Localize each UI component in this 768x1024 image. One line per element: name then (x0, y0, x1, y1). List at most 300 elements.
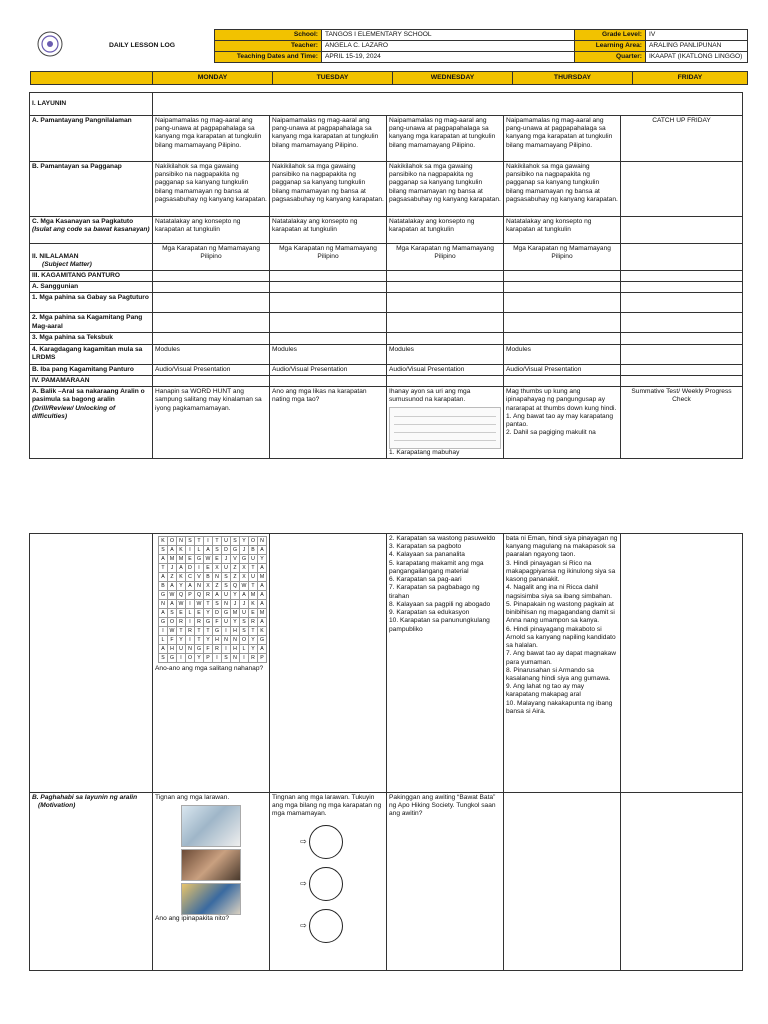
word-hunt-letter: H (213, 636, 222, 645)
thumbs-list-item: bata ni Eman, hindi siya pinayagan ng kanyang magulang na makapasok sa paaralan ngayong taon. (506, 535, 618, 559)
deped-seal-icon (37, 31, 63, 57)
day-thursday: THURSDAY (513, 72, 633, 85)
r1-label: 1. Mga pahina sa Gabay sa Pagtuturo (30, 293, 153, 313)
word-hunt-letter: G (231, 546, 240, 555)
word-hunt-letter: F (168, 636, 177, 645)
word-hunt-letter: G (159, 591, 168, 600)
nilalaman-mon: Mga Karapatan ng Mamamayang Pilipino (153, 244, 270, 271)
rights-list-item: 4. Kalayaan sa pananalita (389, 551, 465, 559)
rights-list-item: 10. Karapatan sa panunungkulang pampubliko (389, 617, 490, 633)
school-value: TANGOS I ELEMENTARY SCHOOL (322, 30, 575, 41)
word-hunt-letter: M (249, 591, 258, 600)
thumbs-list-item: 10. Malayang nakakapunta ng ibang bansa si Aira. (506, 699, 613, 715)
motiv-photos (181, 805, 267, 915)
word-hunt-letter: P (186, 591, 195, 600)
word-hunt-letter: A (168, 600, 177, 609)
word-hunt-letter: Y (249, 645, 258, 654)
word-hunt-letter: Z (231, 573, 240, 582)
word-hunt-letter: X (240, 573, 249, 582)
thumbs-list-item: 7. Ang bawat tao ay dapat magnakaw para yumaman. (506, 650, 616, 666)
quarter-label: Quarter: (575, 52, 646, 63)
word-hunt-letter: I (186, 636, 195, 645)
word-hunt-letter: U (177, 645, 186, 654)
balik-wed-item: 1. Karapatang mabuhay (389, 448, 460, 456)
row-c-fri (621, 217, 743, 244)
nilalaman-fri (621, 244, 743, 271)
word-hunt-letter: G (159, 618, 168, 627)
photo-baby (181, 805, 241, 847)
balik-label (30, 387, 153, 459)
word-hunt-letter: I (204, 537, 213, 546)
thumbs-list-item: 3. Hindi pinayagan si Rico na makapagpiyansa ng ikinulong siya sa kasong pananakit. (506, 559, 616, 584)
header-table (30, 29, 748, 63)
word-hunt-letter: D (186, 564, 195, 573)
word-hunt-grid (158, 536, 267, 663)
word-hunt-letter: N (231, 654, 240, 663)
word-hunt-letter: I (195, 564, 204, 573)
grade-label: Grade Level: (575, 30, 646, 41)
balik-sub: (Drill/Review/ Unlocking of difficulties) (32, 404, 116, 420)
word-hunt-letter: W (240, 582, 249, 591)
word-hunt-letter: N (222, 600, 231, 609)
row-c-mon: Natatalakay ang konsepto ng karapatan at tungkulin (153, 217, 270, 244)
row-b-thu: Nakikilahok sa mga gawaing pansibiko na nagpapakita ng pagganap sa kanyang tungkulin bilang mamamayan ng bansa at pagsasabuhay ng kanyang karapatan. (504, 162, 621, 217)
rb-tue: Audio/Visual Presentation (270, 364, 387, 375)
word-hunt-letter: J (240, 546, 249, 555)
illustration-circle-1 (309, 825, 343, 859)
r2-label: 2. Mga pahina sa Kagamitang Pang Mag-aaral (30, 313, 153, 333)
word-hunt-letter: L (159, 636, 168, 645)
balik-thu (504, 387, 621, 459)
word-hunt-letter: W (168, 591, 177, 600)
word-hunt-letter: I (186, 618, 195, 627)
row-b-fri (621, 162, 743, 217)
word-hunt-letter: D (213, 609, 222, 618)
word-hunt-letter: G (213, 627, 222, 636)
word-hunt-letter: T (195, 636, 204, 645)
word-hunt-letter: O (168, 618, 177, 627)
word-hunt-letter: A (159, 609, 168, 618)
word-hunt-letter: D (222, 546, 231, 555)
word-hunt-letter: A (168, 582, 177, 591)
word-hunt-letter: Q (195, 591, 204, 600)
kagamitan-label: III. KAGAMITANG PANTURO (30, 271, 153, 282)
word-hunt-letter: G (168, 654, 177, 663)
photo-handcuffs (181, 849, 241, 881)
word-hunt-letter: T (177, 627, 186, 636)
word-hunt-letter: N (222, 636, 231, 645)
word-hunt-letter: I (186, 546, 195, 555)
word-hunt-letter: K (249, 600, 258, 609)
word-hunt-letter: U (249, 573, 258, 582)
word-hunt-letter: O (240, 636, 249, 645)
teacher-value: ANGELA C. LAZARO (322, 41, 575, 52)
rb-thu: Audio/Visual Presentation (504, 364, 621, 375)
word-hunt-letter: Z (231, 564, 240, 573)
balik-title: A. Balik –Aral sa nakaraang Aralin o pasimula sa bagong aralin (32, 388, 145, 404)
word-hunt-letter: O (186, 654, 195, 663)
word-hunt-letter: Y (177, 582, 186, 591)
word-hunt-letter: T (249, 564, 258, 573)
word-hunt-letter: Y (177, 636, 186, 645)
word-hunt-letter: U (222, 537, 231, 546)
word-hunt-letter: R (195, 618, 204, 627)
row-a-label: A. Pamantayang Pangnilalaman (30, 116, 153, 162)
quarter-value: IKAAPAT (IKATLONG LINGGO) (646, 52, 748, 63)
word-hunt-letter: G (240, 555, 249, 564)
word-hunt-letter: G (222, 609, 231, 618)
word-hunt-letter: I (213, 654, 222, 663)
motiv-illustrations (300, 825, 384, 943)
word-hunt-letter: I (222, 645, 231, 654)
word-hunt-letter: N (258, 537, 267, 546)
word-hunt-letter: A (258, 582, 267, 591)
motiv-label (30, 793, 153, 971)
word-hunt-letter: I (177, 654, 186, 663)
word-hunt-letter: J (168, 564, 177, 573)
rights-list (389, 535, 501, 634)
r4-mon: Modules (153, 344, 270, 364)
word-hunt-letter: K (159, 537, 168, 546)
row-a-wed: Naipamamalas ng mag-aaral ang pang-unawa at pagpapahalaga sa kanyang mga karapatan at tungkulin bilang mamamayang Pilipino. (387, 116, 504, 162)
nilalaman-thu: Mga Karapatan ng Mamamayang Pilipino (504, 244, 621, 271)
word-hunt-letter: Z (168, 573, 177, 582)
word-hunt-letter: E (186, 555, 195, 564)
rb-wed: Audio/Visual Presentation (387, 364, 504, 375)
word-hunt-letter: Q (231, 582, 240, 591)
word-hunt-letter: F (204, 645, 213, 654)
row-c-wed: Natatalakay ang konsepto ng karapatan at tungkulin (387, 217, 504, 244)
r3-label: 3. Mga pahina sa Teksbuk (30, 333, 153, 344)
word-hunt-letter: S (186, 537, 195, 546)
word-hunt-letter: A (186, 582, 195, 591)
word-hunt-letter: C (186, 573, 195, 582)
word-hunt-letter: R (213, 645, 222, 654)
word-hunt-letter: T (204, 600, 213, 609)
word-hunt-letter: P (258, 654, 267, 663)
word-hunt-letter: G (195, 555, 204, 564)
word-hunt-letter: A (177, 564, 186, 573)
word-hunt-letter: W (204, 555, 213, 564)
word-hunt-letter: Y (258, 555, 267, 564)
lesson-table-page1 (29, 92, 743, 459)
word-hunt-letter: K (177, 546, 186, 555)
word-hunt-letter: K (258, 627, 267, 636)
area-value: ARALING PANLIPUNAN (646, 41, 748, 52)
balik-cont-wed (387, 534, 504, 793)
thumbs-list (506, 535, 618, 716)
row-c-label (30, 217, 153, 244)
rb-mon: Audio/Visual Presentation (153, 364, 270, 375)
motiv-fri (621, 793, 743, 971)
word-hunt-letter: S (222, 654, 231, 663)
row-b-label: B. Pamantayan sa Pagganap (30, 162, 153, 217)
word-hunt-letter: S (240, 618, 249, 627)
word-hunt-letter: S (159, 546, 168, 555)
word-hunt-letter: Y (249, 636, 258, 645)
word-hunt-letter: R (186, 627, 195, 636)
word-hunt-letter: A (168, 546, 177, 555)
word-hunt-question: Ano-ano ang mga salitang nahanap? (155, 665, 264, 672)
word-hunt-letter: E (213, 555, 222, 564)
word-hunt-letter: Y (204, 609, 213, 618)
word-hunt-letter: T (213, 537, 222, 546)
word-hunt-letter: A (204, 546, 213, 555)
word-hunt-letter: A (258, 645, 267, 654)
row-b-tue: Nakikilahok sa mga gawaing pansibiko na nagpapakita ng pagganap sa kanyang tungkulin bilang mamamayan ng bansa at pagsasabuhay ng kanyang karapatan. (270, 162, 387, 217)
word-hunt-letter: A (159, 573, 168, 582)
word-hunt-letter: U (240, 609, 249, 618)
r4-wed: Modules (387, 344, 504, 364)
word-hunt-letter: S (222, 582, 231, 591)
rights-list-item: 6. Karapatan sa pag-aari (389, 576, 462, 584)
balik-thu-text: Mag thumbs up kung ang ipinapahayag ng pangungusap ay nararapat at thumbs down kung hindi. (506, 388, 617, 412)
word-hunt-letter: T (249, 627, 258, 636)
balik-cont-label (30, 534, 153, 793)
word-hunt-letter: A (258, 564, 267, 573)
word-hunt-cell (153, 534, 270, 793)
grade-value: IV (646, 30, 748, 41)
word-hunt-letter: V (195, 573, 204, 582)
word-hunt-letter: R (177, 618, 186, 627)
word-hunt-letter: I (222, 627, 231, 636)
lesson-table-page2 (29, 533, 743, 971)
word-hunt-letter: R (204, 591, 213, 600)
word-hunt-letter: U (222, 591, 231, 600)
days-bar (30, 71, 748, 85)
row-c-sub: (Isulat ang code sa bawat kasanayan) (32, 226, 150, 234)
rights-list-item: 2. Karapatan sa wastong pasuweldo (389, 535, 496, 542)
word-hunt-letter: X (240, 564, 249, 573)
word-hunt-letter: L (240, 645, 249, 654)
word-hunt-letter: G (258, 636, 267, 645)
dates-label: Teaching Dates and Time: (215, 52, 322, 63)
word-hunt-letter: B (159, 582, 168, 591)
word-hunt-letter: R (249, 654, 258, 663)
word-hunt-letter: U (222, 564, 231, 573)
word-hunt-letter: I (159, 627, 168, 636)
balik-thu-1: 1. Ang bawat tao ay may karapatang pantao. (506, 412, 614, 429)
rights-list-item: 9. Karapatan sa edukasyon (389, 609, 470, 617)
thumbs-list-item: 9. Ang lahat ng tao ay may karapatang makapag aral (506, 683, 585, 699)
illustration-circle-2 (309, 867, 343, 901)
word-hunt-letter: T (195, 627, 204, 636)
rights-list-item: 8. Kalayaan sa pagpili ng abogado (389, 600, 491, 608)
word-hunt-letter: A (258, 591, 267, 600)
r4-thu: Modules (504, 344, 621, 364)
word-hunt-letter: S (159, 654, 168, 663)
word-hunt-letter: S (213, 546, 222, 555)
word-hunt-letter: M (168, 555, 177, 564)
word-hunt-letter: O (168, 537, 177, 546)
thumbs-list-item: 4. Nagalit ang ina ni Ricca dahil nagsisimba siya sa ibang simbahan. (506, 584, 612, 600)
motiv-wed: Pakinggan ang awiting “Bawat Bata” ng Apo Hiking Society. Tungkol saan ang awitin? (387, 793, 504, 971)
word-hunt-letter: I (240, 654, 249, 663)
motiv-mon (153, 793, 270, 971)
balik-mon: Hanapin sa WORD HUNT ang sampung salitang may kinalaman sa iyong pagkamamamayan. (153, 387, 270, 459)
word-hunt-letter: N (177, 537, 186, 546)
word-hunt-letter: M (177, 555, 186, 564)
word-hunt-letter: S (222, 573, 231, 582)
row-c-title: C. Mga Kasanayan sa Pagkatuto (32, 218, 134, 225)
row-b-mon: Nakikilahok sa mga gawaing pansibiko na nagpapakita ng pagganap sa kanyang tungkulin bilang mamamayan ng bansa at pagsasabuhay ng kanyang karapatan. (153, 162, 270, 217)
rights-list-item: 3. Karapatan sa pagboto (389, 543, 462, 551)
area-label: Learning Area: (575, 41, 646, 52)
word-hunt-letter: X (204, 582, 213, 591)
word-hunt-letter: U (249, 555, 258, 564)
word-hunt-letter: T (159, 564, 168, 573)
word-hunt-letter: A (213, 591, 222, 600)
row-b-wed: Nakikilahok sa mga gawaing pansibiko na nagpapakita ng pagganap sa kanyang tungkulin bilang mamamayan ng bansa at pagsasabuhay ng kanyang karapatan. (387, 162, 504, 217)
motiv-thu (504, 793, 621, 971)
word-hunt-letter: U (222, 618, 231, 627)
r4-label: 4. Karagdagang kagamitan mula sa LRDMS (30, 344, 153, 364)
word-hunt-letter: Y (231, 618, 240, 627)
word-hunt-letter: H (231, 627, 240, 636)
rb-label: B. Iba pang Kagamitang Panturo (30, 364, 153, 375)
nilalaman-wed: Mga Karapatan ng Mamamayang Pilipino (387, 244, 504, 271)
word-hunt-letter: F (213, 618, 222, 627)
word-hunt-letter: Z (213, 582, 222, 591)
word-hunt-letter: A (258, 546, 267, 555)
word-hunt-letter: W (177, 600, 186, 609)
row-c-thu: Natatalakay ang konsepto ng karapatan at tungkulin (504, 217, 621, 244)
word-hunt-letter: B (204, 573, 213, 582)
word-hunt-letter: A (258, 618, 267, 627)
word-hunt-letter: Y (204, 636, 213, 645)
deped-seal-cell (30, 30, 70, 63)
motiv-tue (270, 793, 387, 971)
r4-tue: Modules (270, 344, 387, 364)
pamamaraan-label: IV. PAMAMARAAN (30, 375, 153, 386)
word-hunt-letter: H (231, 645, 240, 654)
word-hunt-letter: N (213, 573, 222, 582)
dates-value: APRIL 15-19, 2024 (322, 52, 575, 63)
balik-cont-tue (270, 534, 387, 793)
word-hunt-letter: E (177, 609, 186, 618)
word-hunt-letter: O (249, 537, 258, 546)
word-hunt-letter: E (195, 609, 204, 618)
word-hunt-letter: N (159, 600, 168, 609)
rights-list-item: 5. karapatang makamit ang mga pangangailangang material (389, 559, 484, 575)
motiv-sub: (Motivation) (38, 802, 76, 810)
balik-tue: Ano ang mga likas na karapatan nating mga tao? (270, 387, 387, 459)
word-hunt-letter: A (258, 600, 267, 609)
day-wednesday: WEDNESDAY (393, 72, 513, 85)
word-hunt-letter: W (195, 600, 204, 609)
word-hunt-letter: N (231, 636, 240, 645)
thumbs-list-item: 8. Pinarusahan si Armando sa kasalanang hindi siya ang gumawa. (506, 666, 611, 682)
day-friday: FRIDAY (633, 72, 748, 85)
word-hunt-letter: Y (195, 654, 204, 663)
word-hunt-letter: A (159, 555, 168, 564)
nilalaman-title: II. NILALAMAN (32, 252, 79, 260)
word-hunt-letter: P (204, 654, 213, 663)
word-hunt-letter: S (168, 609, 177, 618)
word-hunt-letter: E (249, 609, 258, 618)
word-hunt-letter: S (240, 627, 249, 636)
balik-cont-thu (504, 534, 621, 793)
word-hunt-letter: K (177, 573, 186, 582)
arrow-icon: ⇨ (300, 920, 307, 930)
balik-thu-2: 2. Dahil sa pagiging makulit na (506, 429, 596, 437)
word-hunt-letter: J (240, 600, 249, 609)
word-hunt-letter: M (258, 609, 267, 618)
word-hunt-letter: T (204, 627, 213, 636)
thumbs-list-item: 6. Hindi pinayagang makaboto si Arnold sa kanyang napiling kandidato sa halalan. (506, 625, 616, 650)
word-hunt-letter: H (168, 645, 177, 654)
teacher-label: Teacher: (215, 41, 322, 52)
word-hunt-letter: V (231, 555, 240, 564)
word-hunt-letter: T (249, 582, 258, 591)
word-hunt-letter: T (195, 537, 204, 546)
nilalaman-tue: Mga Karapatan ng Mamamayang Pilipino (270, 244, 387, 271)
word-hunt-letter: Q (177, 591, 186, 600)
motiv-tue-text: Tingnan ang mga larawan. Tukuyin ang mga bilang ng mga karapatan ng mga mamamayan. (272, 794, 382, 818)
word-hunt-letter: R (249, 618, 258, 627)
word-hunt-letter: W (168, 627, 177, 636)
layunin-heading: I. LAYUNIN (30, 93, 153, 116)
word-hunt-letter: S (231, 537, 240, 546)
word-hunt-letter: G (204, 618, 213, 627)
word-hunt-letter: N (195, 582, 204, 591)
word-hunt-letter: A (240, 591, 249, 600)
nilalaman-label (30, 244, 153, 271)
days-blank (31, 72, 153, 85)
illustration-circle-3 (309, 909, 343, 943)
word-hunt-letter: S (213, 600, 222, 609)
classification-table-image (389, 407, 501, 449)
balik-wed (387, 387, 504, 459)
word-hunt-letter: Y (231, 591, 240, 600)
layunin-blank (153, 93, 743, 116)
school-label: School: (215, 30, 322, 41)
balik-cont-fri (621, 534, 743, 793)
arrow-icon: ⇨ (300, 878, 307, 888)
word-hunt-letter: A (159, 645, 168, 654)
word-hunt-letter: I (186, 600, 195, 609)
word-hunt-letter: M (258, 573, 267, 582)
day-monday: MONDAY (153, 72, 273, 85)
rights-list-item: 7. Karapatan sa pagbabago ng tirahan (389, 584, 480, 600)
sanggunian-label: A. Sanggunian (30, 282, 153, 293)
row-a-tue: Naipamamalas ng mag-aaral ang pang-unawa at pagpapahalaga sa kanyang mga karapatan at tungkulin bilang mamamayang Pilipino. (270, 116, 387, 162)
nilalaman-sub: (Subject Matter) (42, 260, 92, 268)
motiv-title: B. Paghahabi sa layunin ng aralin (32, 794, 138, 801)
balik-fri: Summative Test/ Weekly Progress Check (621, 387, 743, 459)
row-a-mon: Naipamamalas ng mag-aaral ang pang-unawa at pagpapahalaga sa kanyang mga karapatan at tungkulin bilang mamamayang Pilipino. (153, 116, 270, 162)
word-hunt-letter: M (231, 609, 240, 618)
word-hunt-letter: N (186, 645, 195, 654)
balik-wed-text: Ihanay ayon sa uri ang mga sumusunod na karapatan. (389, 388, 471, 404)
row-a-fri: CATCH UP FRIDAY (621, 116, 743, 162)
log-title: DAILY LESSON LOG (108, 41, 176, 49)
day-tuesday: TUESDAY (273, 72, 393, 85)
word-hunt-letter: B (249, 546, 258, 555)
word-hunt-letter: Y (240, 537, 249, 546)
photo-school (181, 883, 241, 915)
motiv-mon-text: Tignan ang mga larawan. (155, 794, 230, 801)
arrow-icon: ⇨ (300, 836, 307, 846)
word-hunt-letter: X (213, 564, 222, 573)
word-hunt-letter: G (195, 645, 204, 654)
row-c-tue: Natatalakay ang konsepto ng karapatan at tungkulin (270, 217, 387, 244)
motiv-mon-question: Ano ang ipinapakita nito? (155, 915, 230, 923)
row-a-thu: Naipamamalas ng mag-aaral ang pang-unawa at pagpapahalaga sa kanyang mga karapatan at tungkulin bilang mamamayang Pilipino. (504, 116, 621, 162)
word-hunt-letter: L (186, 609, 195, 618)
thumbs-list-item: 5. Pinapakain ng wastong pagkain at binibihisan ng magagandang damit si Anna nang umampon sa kanya. (506, 600, 615, 625)
word-hunt-letter: J (222, 555, 231, 564)
